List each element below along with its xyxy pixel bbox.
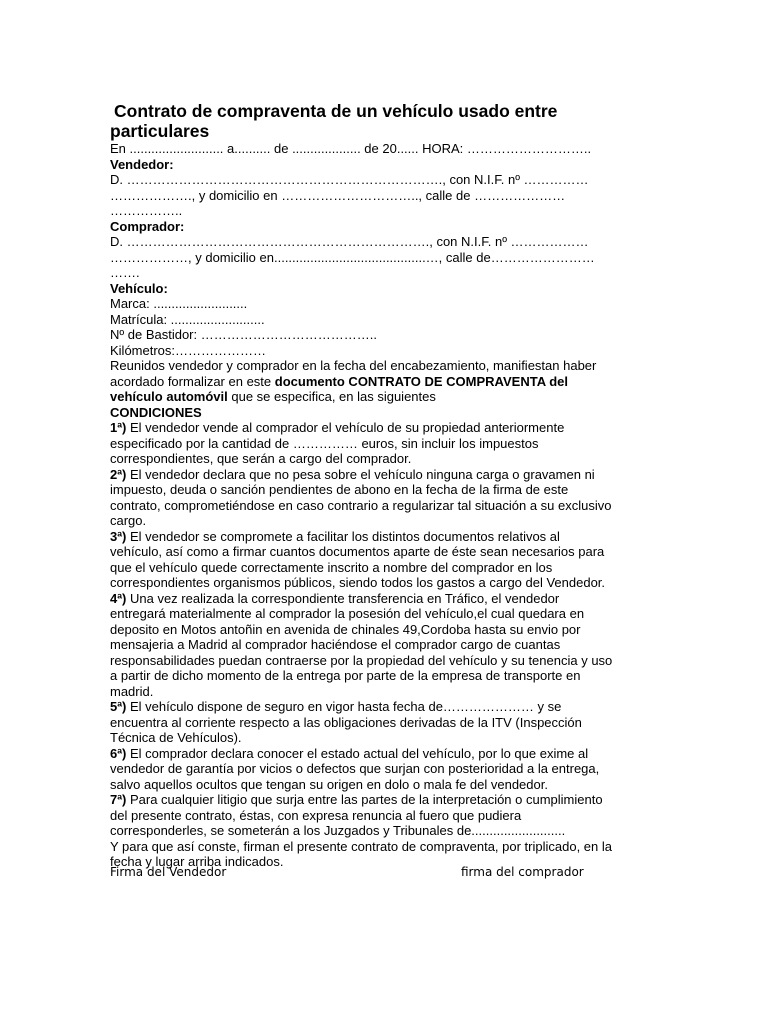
condition-2-line-4: cargo. bbox=[110, 513, 147, 528]
vehiculo-matricula: Matrícula: .......................... bbox=[110, 311, 265, 327]
comprador-line-3: ……. bbox=[110, 265, 140, 280]
comprador-line-2: ………………, y domicilio en..........................................…, calle de…………………… bbox=[110, 249, 595, 265]
firma-comprador: firma del comprador bbox=[461, 865, 584, 879]
vendedor-line-1: D. ………………………………………………………………., con N.I.F. nº …………… bbox=[110, 172, 589, 187]
comprador-heading: Comprador: bbox=[110, 218, 185, 234]
condition-5-line-1: 5ª) El vehículo dispone de seguro en vigor hasta fecha de………………… y se bbox=[110, 699, 562, 714]
document-title bbox=[110, 101, 662, 141]
condition-2-line-2: impuesto, deuda o sanción pendientes de abono en la fecha de la firma de este bbox=[110, 482, 569, 497]
condition-7-line-1: 7ª) Para cualquier litigio que surja entre las partes de la interpretación o cumplimiento bbox=[110, 792, 603, 807]
vehiculo-km: Kilómetros:………………… bbox=[110, 342, 267, 358]
condition-6-line-2: vendedor de garantía por vicios o defectos que surjan con posterioridad a la entrega, bbox=[110, 761, 600, 776]
condition-5-number: 5ª) bbox=[110, 699, 127, 714]
condition-1-line-1: 1ª) El vendedor vende al comprador el vehículo de su propiedad anteriormente bbox=[110, 420, 565, 435]
condition-2-number: 2ª) bbox=[110, 466, 127, 482]
condition-1-number: 1ª) bbox=[110, 420, 127, 435]
condition-4-line-1: 4ª) Una vez realizada la correspondiente transferencia en Tráfico, el vendedor bbox=[110, 590, 560, 606]
condition-4-number: 4ª) bbox=[110, 590, 127, 606]
vendedor-line-3: …………….. bbox=[110, 203, 183, 218]
condition-5-line-2: encuentra al corriente respecto a las obligaciones derivadas de la ITV (Inspección bbox=[110, 714, 582, 730]
condition-4-line-3: deposito en Motos antoñin en avenida de chinales 49,Cordoba hasta su envio por bbox=[110, 621, 581, 637]
contract-document bbox=[110, 101, 662, 870]
title-line-2: particulares bbox=[110, 121, 210, 141]
vehiculo-marca: Marca: .......................... bbox=[110, 296, 248, 311]
condition-1-line-2: especificado por la cantidad de …………… euros, sin incluir los impuestos bbox=[110, 435, 539, 451]
condition-4-line-5: responsabilidades puedan contraerse por la propiedad del vehículo y su tenencia y uso bbox=[110, 652, 613, 668]
intro-line-1: Reunidos vendedor y comprador en la fecha del encabezamiento, manifiestan haber bbox=[110, 358, 597, 373]
condition-3-number: 3ª) bbox=[110, 528, 127, 544]
condition-5-line-3: Técnica de Vehículos). bbox=[110, 730, 242, 745]
comprador-line-1: D. ……………………………………………………………., con N.I.F. nº ……………… bbox=[110, 234, 589, 249]
condition-6-line-3: salvo aquellos ocultos que tengan su origen en dolo o mala fe del vendedor. bbox=[110, 776, 548, 792]
condition-2-line-3: contrato, comprometiéndose en caso contrario a regularizar tal situación a su exclusivo bbox=[110, 497, 612, 513]
condition-6-line-1: 6ª) El comprador declara conocer el estado actual del vehículo, por lo que exime al bbox=[110, 745, 589, 761]
firma-vendedor: Firma del Vendedor bbox=[110, 865, 227, 879]
condition-2-line-1: 2ª) El vendedor declara que no pesa sobre el vehículo ninguna carga o gravamen ni bbox=[110, 466, 595, 482]
condition-4-line-7: madrid. bbox=[110, 683, 154, 699]
vehiculo-bastidor: Nº de Bastidor: ………………………………….. bbox=[110, 327, 377, 342]
vendedor-line-2: ………………., y domicilio en ………………………….., calle de ………………… bbox=[110, 187, 566, 203]
date-line: En .......................... a.......... de ................... de 20...... HORA: ……………………….. bbox=[110, 141, 592, 156]
closing-line-2: fecha y lugar arriba indicados. bbox=[110, 854, 284, 869]
condition-7-number: 7ª) bbox=[110, 792, 127, 807]
condition-1-line-3: correspondientes, que serán a cargo del comprador. bbox=[110, 451, 412, 466]
condition-3-line-1: 3ª) El vendedor se compromete a facilitar los distintos documentos relativos al bbox=[110, 528, 560, 544]
condition-3-line-4: correspondientes organismos públicos, siendo todos los gastos a cargo del Vendedor. bbox=[110, 575, 606, 590]
condition-4-line-6: a partir de dicho momento de la entrega por parte de la empresa de transporte en bbox=[110, 668, 581, 683]
condition-4-line-4: mensajeria a Madrid al comprador haciéndose el comprador cargo de cuantas bbox=[110, 637, 561, 652]
title-line-1: Contrato de compraventa de un vehículo usado entre bbox=[114, 101, 558, 121]
condiciones-heading: CONDICIONES bbox=[110, 404, 202, 420]
vendedor-heading: Vendedor: bbox=[110, 156, 174, 172]
condition-3-line-2: vehículo, así como a firmar cuantos documentos aparte de éste sean necesarios para bbox=[110, 544, 605, 559]
condition-7-line-3: corresponderles, se someterán a los Juzgados y Tribunales de.......................... bbox=[110, 823, 566, 838]
intro-line-2: acordado formalizar en este documento CONTRATO DE COMPRAVENTA del bbox=[110, 373, 568, 389]
closing-line-1: Y para que así conste, firman el presente contrato de compraventa, por triplicado, en la bbox=[110, 838, 612, 854]
condition-6-number: 6ª) bbox=[110, 745, 127, 761]
condition-3-line-3: que el vehículo quede correctamente inscrito a nombre del comprador en los bbox=[110, 559, 553, 575]
intro-line-3: vehículo automóvil que se especifica, en las siguientes bbox=[110, 389, 436, 404]
condition-7-line-2: del presente contrato, éstas, con expresa renuncia al fuero que pudiera bbox=[110, 807, 522, 823]
vehiculo-heading: Vehículo: bbox=[110, 280, 168, 296]
condition-4-line-2: entregará materialmente al comprador la posesión del vehículo,el cual quedara en bbox=[110, 606, 585, 621]
conditions-list bbox=[110, 420, 662, 839]
